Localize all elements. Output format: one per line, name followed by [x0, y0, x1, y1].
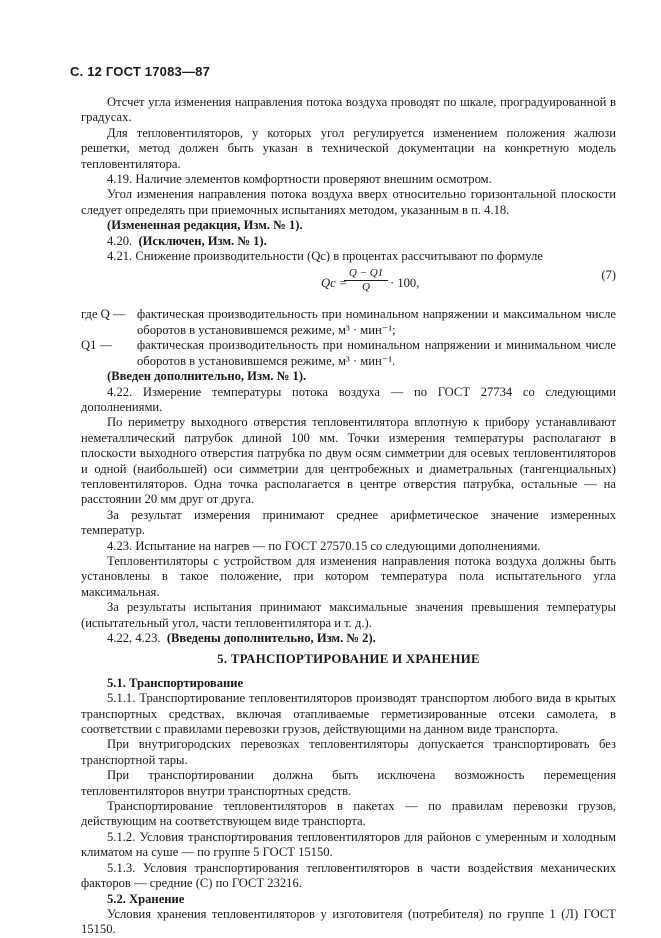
definition-text: фактическая производительность при номинальном напряжении и максимальном числе оборотов в установившемся режиме, м³ · мин⁻¹;	[137, 307, 616, 337]
paragraph: Угол изменения направления потока воздуха вверх относительно горизонтальной плоскости следует определять при приемочных испытаниях методом, указанным в п. 4.18.	[81, 187, 616, 217]
formula-numerator: Q − Q1	[344, 267, 388, 281]
formula-fraction	[344, 267, 388, 294]
paragraph: Отсчет угла изменения направления потока воздуха проводят по шкале, проградуированной в градусах.	[81, 95, 616, 125]
paragraph: Транспортирование тепловентиляторов в пакетах — по правилам перевозки грузов, действующим на соответствующем виде транспорта.	[81, 799, 616, 829]
clause-4-20	[81, 234, 616, 249]
paragraph: При внутригородских перевозках тепловентиляторы допускается транспортировать без транспортной тары.	[81, 737, 616, 767]
clause-4-19: 4.19. Наличие элементов комфортности проверяют внешним осмотром.	[107, 172, 492, 187]
paragraph: По периметру выходного отверстия тепловентилятора вплотную к прибору устанавливают неметаллический патрубок длиной 100 мм. Точки измерения температуры располагают в плоскости выходного отверстия патрубка по двум осям симметрии для осевых тепловентиляторов и одной (наибольшей) оси симметрии для центробежных и диаметральных (тангенциальных) тепловентиляторов. Одна точка располагается в центре отверстия патрубка, остальные — на расстоянии 20 мм друг от друга.	[81, 415, 616, 507]
paragraph: Для тепловентиляторов, у которых угол регулируется изменением положения жалюзи решетки, метод должен быть указан в технической документации на конкретную модель тепловентилятора.	[81, 125, 616, 171]
formula-lhs: Qc =	[321, 276, 348, 291]
paragraph: Условия хранения тепловентиляторов у изготовителя (потребителя) по группе 1 (Л) ГОСТ 15150.	[81, 906, 616, 937]
amendment-line	[81, 631, 616, 646]
clause-5-1-1: 5.1.1. Транспортирование тепловентиляторов производят транспортом любого вида в крытых транспортных средствах, включая отапливаемые герметизированные отсеки самолета, в соответствии с правилами перевозки грузов, действующими на данном виде транспорта.	[81, 691, 616, 737]
formula-number: (7)	[601, 268, 616, 283]
amendment-note: (Введены дополнительно, Изм. № 2).	[166, 631, 376, 645]
definition-label: Q1 —	[81, 338, 113, 353]
clause-4-21: 4.21. Снижение производительности (Qc) в процентах рассчитывают по формуле	[107, 249, 543, 264]
definition-q1	[81, 338, 616, 369]
definition-q	[81, 307, 616, 338]
page-header: С. 12 ГОСТ 17083—87	[70, 64, 211, 79]
subsection-heading: 5.1. Транспортирование	[107, 675, 244, 690]
definition-label: где Q —	[81, 307, 126, 322]
paragraph: За результат измерения принимают среднее арифметическое значение измеренных температур.	[81, 507, 616, 538]
clause-5-1-2: 5.1.2. Условия транспортирования тепловентиляторов для районов с умеренным и холодным климатом на суше — по группе 5 ГОСТ 15150.	[81, 829, 616, 860]
subsection-heading: 5.2. Хранение	[107, 891, 185, 906]
paragraph: За результаты испытания принимают максимальные значения превышения температуры (испытательный угол, части тепловентилятора и т. д.).	[81, 600, 616, 630]
clause-5-1-3: 5.1.3. Условия транспортирования тепловентиляторов в части воздействия механических факторов — средние (С) по ГОСТ 23216.	[81, 860, 616, 891]
clause-4-23: 4.23. Испытание на нагрев — по ГОСТ 27570.15 со следующими дополнениями.	[107, 538, 541, 553]
amendment-note: (Измененная редакция, Изм. № 1).	[107, 218, 303, 233]
definition-text: фактическая производительность при номинальном напряжении и минимальном числе оборотов в установившемся режиме, м³ · мин⁻¹.	[137, 338, 616, 368]
clause-number: 4.22, 4.23.	[107, 631, 161, 645]
amendment-note: (Исключен, Изм. № 1).	[138, 233, 267, 248]
formula-7	[81, 267, 616, 301]
amendment-note: (Введен дополнительно, Изм. № 1).	[107, 369, 307, 384]
page-content	[81, 95, 616, 938]
clause-4-22: 4.22. Измерение температуры потока воздуха — по ГОСТ 27734 со следующими дополнениями.	[81, 384, 616, 414]
paragraph: При транспортировании должна быть исключена возможность перемещения тепловентиляторов внутри транспортных средств.	[81, 768, 616, 798]
formula-rhs: · 100,	[390, 276, 420, 291]
paragraph: Тепловентиляторы с устройством для изменения направления потока воздуха должны быть установлены в такое положение, при котором температура пола испытательного угла максимальная.	[81, 553, 616, 599]
clause-number: 4.20.	[107, 233, 133, 248]
formula-denominator: Q	[362, 281, 370, 294]
section-title: 5. ТРАНСПОРТИРОВАНИЕ И ХРАНЕНИЕ	[217, 652, 480, 667]
